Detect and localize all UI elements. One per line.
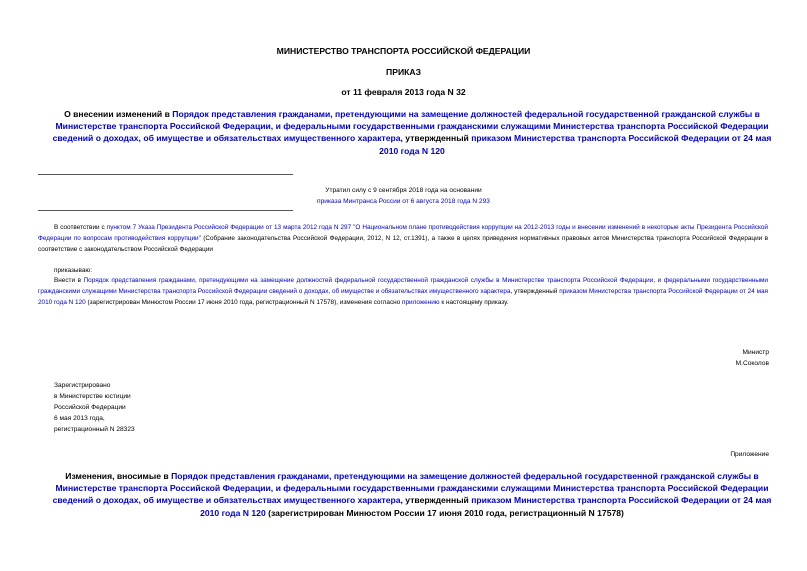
instruction-text-2: , утвержденный xyxy=(510,287,560,295)
order-date: от 11 февраля 2013 года N 32 xyxy=(341,87,466,97)
title-order-link[interactable]: приказом Министерства транспорта Российской Федерации от 24 мая 2010 года N 120 xyxy=(379,133,772,156)
signature-name: М.Соколов xyxy=(735,360,769,367)
preamble-text-2: (Собрание законодательства Российской Федерации, 2012, N 12, ст.1391), а также в целях приведения нормативных правовых актов Министерства транспорта Российской Федерации в соответствие с законодательством Российской Федерации xyxy=(38,234,769,253)
registration-block xyxy=(54,380,135,435)
bottom-divider xyxy=(38,210,293,211)
orders-label: приказываю: xyxy=(54,267,92,274)
ministry-heading: МИНИСТЕРСТВО ТРАНСПОРТА РОССИЙСКОЙ ФЕДЕРАЦИИ xyxy=(276,46,531,56)
top-divider xyxy=(38,174,293,175)
decree-link[interactable]: пунктом 7 Указа Президента Российской Федерации от 13 марта 2012 года N 297 "О Национальном плане противодействия коррупции на 2012-2013 годы и внесении изменений в некоторые акты Президента Российской Федерации по вопросам противодействия коррупции" xyxy=(38,224,768,242)
registration-line: Российской Федерации xyxy=(54,404,126,411)
registration-line: Зарегистрировано xyxy=(54,382,111,389)
registration-line: регистрационный N 28323 xyxy=(54,426,135,433)
signature-position: Министр xyxy=(742,349,769,356)
appendix-middle: , утвержденный xyxy=(400,495,472,506)
registration-line: 6 мая 2013 года, xyxy=(54,415,105,422)
preamble-paragraph xyxy=(38,223,768,255)
document-title xyxy=(48,108,776,157)
preamble-text-1: В соответствии с xyxy=(54,224,107,231)
appendix-procedure-link[interactable]: Порядок представления гражданами, претендующими на замещение должностей федеральной государственной гражданской службы в Министерстве транспорта Российской Федерации, и федеральными государственными гражданскими служащими Министерства транспорта Российской Федерации сведений о доходах, об имуществе и обязательствах имущественного характера xyxy=(52,471,769,506)
instruction-text-4: к настоящему приказу. xyxy=(439,298,509,306)
instruction-procedure-link[interactable]: Порядок представления гражданами, претендующими на замещение должностей федеральной государственной гражданской службы в Министерстве транспорта Российской Федерации, и федеральными государственными гражданскими служащими Министерства транспорта Российской Федерации сведений о доходах, об имуществе и обязательствах имущественного характера xyxy=(38,277,768,295)
instruction-paragraph xyxy=(38,276,768,308)
status-line: Утратил силу с 9 сентября 2018 года на основании xyxy=(325,187,482,194)
title-middle: , утвержденный xyxy=(400,133,472,144)
title-prefix: О внесении изменений в xyxy=(64,109,173,119)
instruction-text-1: Внести в xyxy=(54,277,84,284)
title-procedure-link[interactable]: Порядок представления гражданами, претендующими на замещение должностей федеральной государственной гражданской службы в Министерстве транспорта Российской Федерации, и федеральными государственными гражданскими служащими Министерства транспорта Российской Федерации сведений о доходах, об имуществе и обязательствах имущественного характера xyxy=(52,109,769,144)
order-heading: ПРИКАЗ xyxy=(386,67,421,77)
appendix-link[interactable]: приложению xyxy=(402,298,440,306)
instruction-text-3: (зарегистрирован Минюстом России 17 июня 2010 года, регистрационный N 17578), изменения согласно xyxy=(85,298,403,306)
registration-line: в Министерстве юстиции xyxy=(54,393,131,400)
status-note xyxy=(0,185,807,207)
appendix-suffix: (зарегистрирован Минюстом России 17 июня 2010 года, регистрационный N 17578) xyxy=(265,507,624,518)
instruction-order-link[interactable]: приказом Министерства транспорта Российской Федерации от 24 мая 2010 года N 120 xyxy=(38,287,768,306)
appendix-prefix: Изменения, вносимые в xyxy=(65,471,172,481)
repeal-order-link[interactable]: приказа Минтранса России от 6 августа 2018 года N 293 xyxy=(317,198,490,205)
appendix-label: Приложение xyxy=(730,451,769,458)
appendix-order-link[interactable]: приказом Министерства транспорта Российской Федерации от 24 мая 2010 года N 120 xyxy=(200,495,772,518)
appendix-title xyxy=(48,470,776,519)
